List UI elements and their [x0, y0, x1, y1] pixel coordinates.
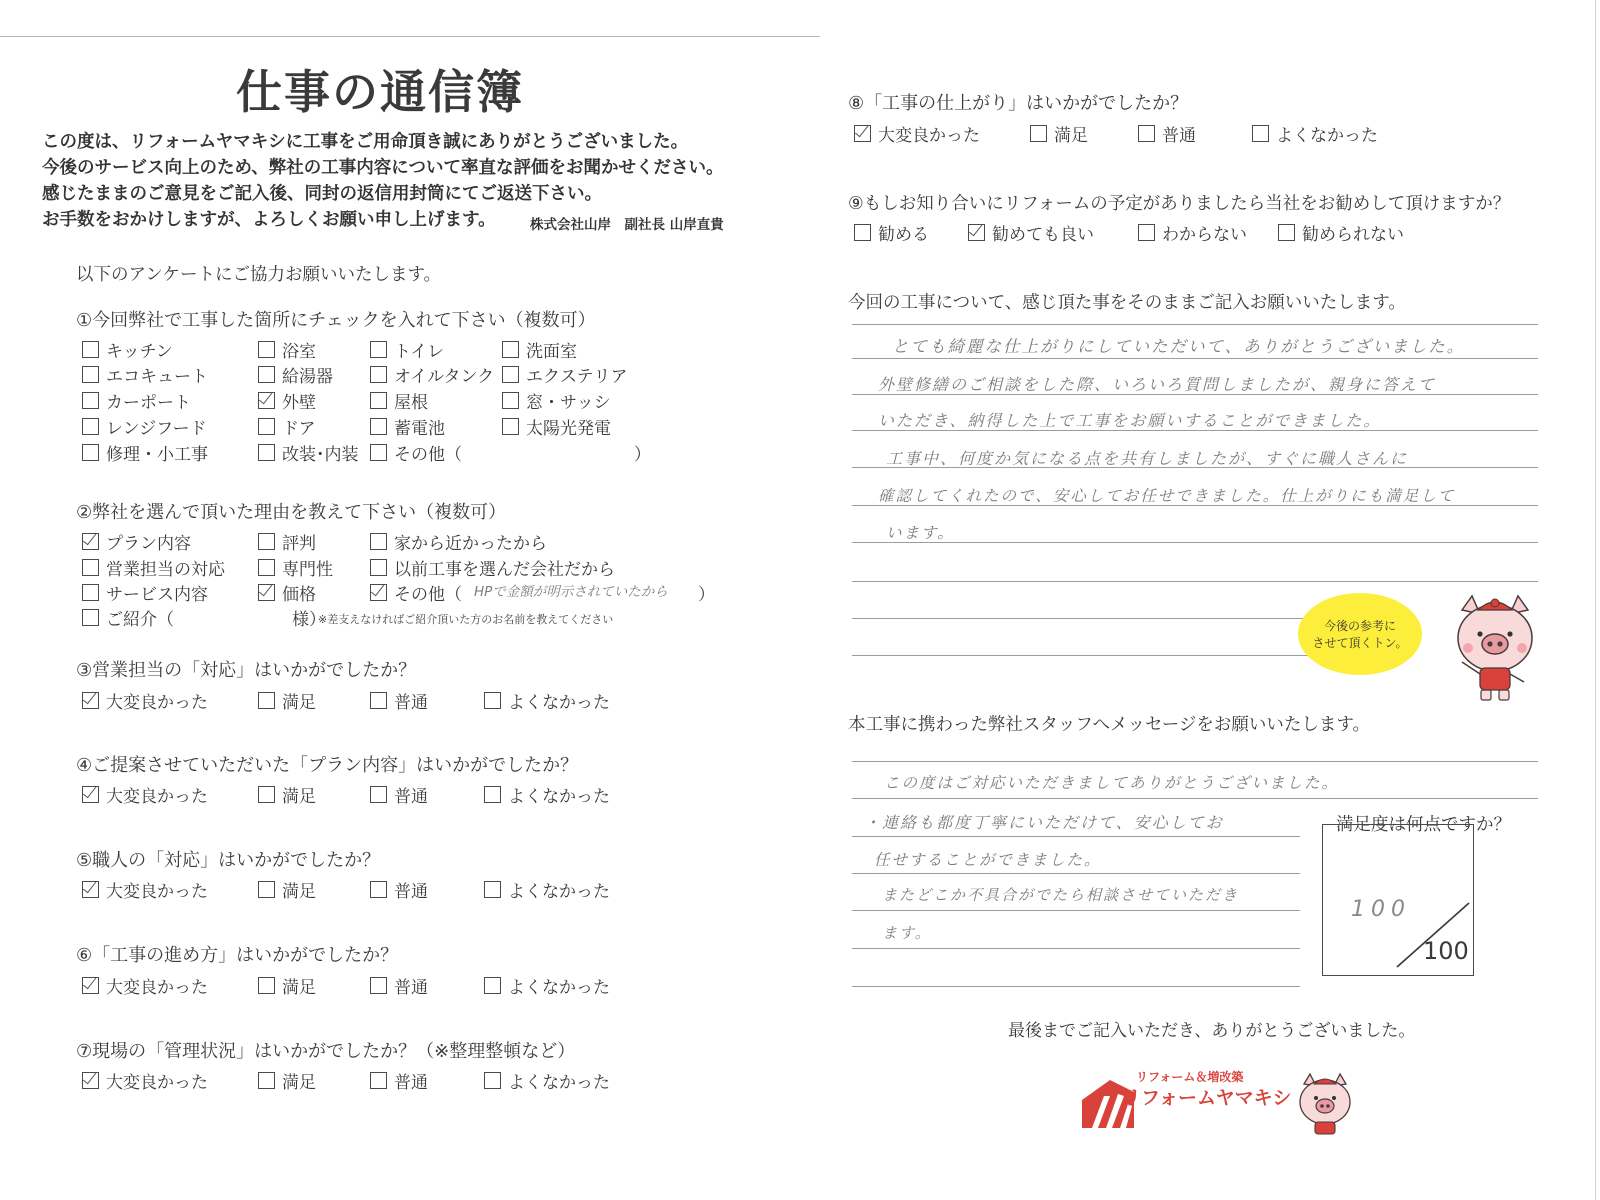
q7-option[interactable]: 満足 [258, 1068, 316, 1093]
q2-option-referral[interactable]: ご紹介（ [82, 605, 174, 630]
closing-message: 最後までご記入いただき、ありがとうございました。 [1008, 1021, 1416, 1041]
checkbox[interactable] [370, 881, 387, 898]
checkbox[interactable] [1278, 224, 1295, 241]
q5-option[interactable]: 満足 [258, 877, 316, 902]
checkbox-checked[interactable] [82, 786, 99, 803]
q2-option[interactable]: 営業担当の対応 [82, 555, 225, 580]
q1-option[interactable]: キッチン [82, 337, 173, 362]
checkbox[interactable] [258, 881, 275, 898]
q2-other-close: ） [698, 585, 715, 605]
q1-option[interactable]: カーポート [82, 388, 191, 413]
page-title: 仕事の通信簿 [236, 65, 524, 119]
q3-label: ③営業担当の「対応」はいかがでしたか？ [76, 660, 417, 681]
q6-option[interactable]: 大変良かった [82, 973, 208, 998]
q5-label: ⑤職人の「対応」はいかがでしたか？ [76, 850, 381, 871]
q5-option[interactable]: よくなかった [484, 877, 610, 902]
checkbox[interactable] [258, 977, 275, 994]
staff-message-label: 本工事に携わった弊社スタッフへメッセージをお願いいたします。 [848, 715, 1371, 735]
q1-option[interactable]: 洗面室 [502, 337, 577, 362]
impression-line: 確認してくれたので、安心してお任せできました。仕上がりにも満足して [878, 487, 1456, 505]
q1-option[interactable]: オイルタンク [370, 362, 494, 387]
checkbox[interactable] [82, 366, 99, 383]
q1-option[interactable]: 太陽光発電 [502, 414, 611, 439]
logo-tagline: リフォーム＆増改築 [1136, 1070, 1244, 1084]
checkbox-checked[interactable] [82, 977, 99, 994]
q1-other-close: ） [634, 445, 651, 465]
checkbox-checked[interactable] [370, 584, 387, 601]
q4-label: ④ご提案させていただいた「プラン内容」はいかがでしたか？ [76, 755, 579, 776]
q6-option[interactable]: 満足 [258, 973, 316, 998]
impressions-label: 今回の工事について、感じ頂た事をそのままご記入お願いいたします。 [848, 293, 1406, 313]
q2-option[interactable]: 以前工事を選んだ会社だから [370, 555, 615, 580]
checkbox[interactable] [502, 392, 519, 409]
q6-option[interactable]: 普通 [370, 973, 428, 998]
checkbox[interactable] [82, 341, 99, 358]
checkbox[interactable] [258, 692, 275, 709]
ruled-line [852, 836, 1300, 837]
satisfaction-score-max: 100 [1423, 937, 1469, 965]
satisfaction-label: 満足度は何点ですか？ [1336, 815, 1511, 835]
q8-option[interactable]: 普通 [1138, 121, 1196, 146]
q2-other-handwritten: HPで金額が明示されていたから [474, 584, 668, 600]
satisfaction-score-value: 100 [1351, 897, 1411, 922]
q2-option[interactable]: 評判 [258, 529, 316, 554]
checkbox[interactable] [82, 584, 99, 601]
q2-label: ②弊社を選んで頂いた理由を教えて下さい（複数可） [76, 502, 507, 523]
q6-option[interactable]: よくなかった [484, 973, 610, 998]
checkbox[interactable] [258, 418, 275, 435]
q7-label: ⑦現場の「管理状況」はいかがでしたか？（※整理整頓など） [76, 1041, 576, 1062]
q7-option[interactable]: よくなかった [484, 1068, 610, 1093]
checkbox[interactable] [484, 977, 501, 994]
ruled-line [852, 358, 1538, 359]
checkbox[interactable] [370, 366, 387, 383]
q9-option[interactable]: 勧められない [1278, 220, 1404, 245]
q1-option[interactable]: 外壁 [258, 388, 316, 413]
q2-referral-suffix: 様） [292, 610, 326, 630]
satisfaction-score-box[interactable] [1322, 824, 1474, 976]
q1-option[interactable]: 浴室 [258, 337, 316, 362]
q3-option[interactable]: よくなかった [484, 688, 610, 713]
checkbox[interactable] [502, 366, 519, 383]
checkbox[interactable] [258, 341, 275, 358]
q1-option[interactable]: エコキュート [82, 362, 208, 387]
checkbox[interactable] [370, 392, 387, 409]
checkbox[interactable] [82, 418, 99, 435]
ruled-line [852, 655, 1318, 656]
q2-option[interactable]: 家から近かったから [370, 529, 547, 554]
checkbox[interactable] [484, 692, 501, 709]
impression-line: 工事中、何度か気になる点を共有しましたが、すぐに職人さんに [886, 449, 1409, 468]
page-edge [1595, 0, 1596, 1200]
checkbox-checked[interactable] [82, 692, 99, 709]
q7-option[interactable]: 普通 [370, 1068, 428, 1093]
q4-option[interactable]: 普通 [370, 782, 428, 807]
checkbox-checked[interactable] [968, 224, 985, 241]
staff-message-line: この度はご対応いただきましてありがとうございました。 [884, 774, 1340, 792]
q9-option[interactable]: わからない [1138, 220, 1247, 245]
ruled-line [852, 761, 1538, 762]
q1-option[interactable]: エクステリア [502, 362, 628, 387]
q5-option[interactable]: 普通 [370, 877, 428, 902]
checkbox-checked[interactable] [82, 533, 99, 550]
checkbox[interactable] [370, 444, 387, 461]
q1-option[interactable]: 給湯器 [258, 362, 333, 387]
q3-option[interactable]: 普通 [370, 688, 428, 713]
q2-option[interactable]: 価格 [258, 580, 316, 605]
checkbox[interactable] [484, 1072, 501, 1089]
checkbox[interactable] [258, 533, 275, 550]
checkbox[interactable] [1252, 125, 1269, 142]
q8-option[interactable]: よくなかった [1252, 121, 1378, 146]
staff-message-line: またどこか不具合がでたら相談させていただき [882, 886, 1240, 904]
top-border [0, 36, 820, 37]
checkbox[interactable] [82, 559, 99, 576]
intro-line-3: 感じたままのご意見をご記入後、同封の返信用封筒にてご返送下さい。 [42, 184, 602, 204]
checkbox[interactable] [370, 977, 387, 994]
q3-option[interactable]: 大変良かった [82, 688, 208, 713]
q1-label: ①今回弊社で工事した箇所にチェックを入れて下さい（複数可） [76, 310, 596, 331]
q1-option-other[interactable]: その他（ [370, 440, 462, 465]
checkbox[interactable] [484, 881, 501, 898]
q1-option[interactable]: 窓・サッシ [502, 388, 611, 413]
checkbox[interactable] [258, 559, 275, 576]
impression-line: 外壁修繕のご相談をした際、いろいろ質問しましたが、親身に答えて [878, 375, 1437, 394]
q8-label: ⑧「工事の仕上がり」はいかがでしたか？ [848, 93, 1189, 114]
ruled-line [852, 798, 1538, 799]
checkbox-checked[interactable] [82, 1072, 99, 1089]
checkbox[interactable] [82, 609, 99, 626]
checkbox[interactable] [258, 366, 275, 383]
checkbox[interactable] [370, 341, 387, 358]
pig-logo-mascot-icon [1296, 1070, 1354, 1140]
mascot-speech-bubble: 今後の参考に させて頂くトン。 [1298, 593, 1422, 675]
ruled-line [852, 873, 1300, 874]
q1-option[interactable]: 修理・小工事 [82, 440, 208, 465]
q2-option[interactable]: サービス内容 [82, 580, 208, 605]
q3-option[interactable]: 満足 [258, 688, 316, 713]
checkbox[interactable] [370, 418, 387, 435]
q1-option[interactable]: トイレ [370, 337, 444, 362]
checkbox[interactable] [370, 692, 387, 709]
q1-option[interactable]: レンジフード [82, 414, 207, 439]
checkbox-checked[interactable] [258, 392, 275, 409]
checkbox-checked[interactable] [854, 125, 871, 142]
signature: 株式会社山岸 副社長 山岸直貴 [530, 217, 724, 233]
q2-option[interactable]: プラン内容 [82, 529, 191, 554]
checkbox[interactable] [82, 392, 99, 409]
checkbox[interactable] [502, 418, 519, 435]
q8-option[interactable]: 大変良かった [854, 121, 980, 146]
q2-option[interactable]: 専門性 [258, 555, 333, 580]
checkbox-checked[interactable] [82, 881, 99, 898]
q2-option-other[interactable]: その他（ [370, 580, 462, 605]
q4-option[interactable]: 満足 [258, 782, 316, 807]
checkbox[interactable] [370, 559, 387, 576]
q9-option[interactable]: 勧めても良い [968, 220, 1094, 245]
checkbox[interactable] [1138, 224, 1155, 241]
intro-line-1: この度は、リフォームヤマキシに工事をご用命頂き誠にありがとうございました。 [42, 132, 689, 152]
checkbox[interactable] [1030, 125, 1047, 142]
checkbox[interactable] [258, 444, 275, 461]
intro-line-4: お手数をおかけしますが、よろしくお願い申し上げます。 [42, 210, 496, 230]
checkbox[interactable] [82, 444, 99, 461]
q6-label: ⑥「工事の進め方」はいかがでしたか？ [76, 945, 399, 966]
staff-message-line: ます。 [882, 924, 932, 942]
checkbox[interactable] [258, 786, 275, 803]
q4-option[interactable]: 大変良かった [82, 782, 208, 807]
impression-line: います。 [886, 524, 955, 542]
pig-mascot-icon [1450, 592, 1540, 704]
checkbox[interactable] [854, 224, 871, 241]
checkbox-checked[interactable] [258, 584, 275, 601]
q9-option[interactable]: 勧める [854, 220, 929, 245]
q1-option[interactable]: ドア [258, 414, 316, 439]
checkbox[interactable] [1138, 125, 1155, 142]
staff-message-line: ・連絡も都度丁寧にいただけて、安心してお [864, 813, 1224, 832]
q2-referral-note: ※差支えなければご紹介頂いた方のお名前を教えてください [318, 613, 614, 626]
ruled-line [852, 542, 1538, 543]
intro-line-2: 今後のサービス向上のため、弊社の工事内容について率直な評価をお聞かせください。 [42, 158, 724, 178]
staff-message-line: 任せすることができました。 [874, 851, 1102, 869]
q1-option[interactable]: 屋根 [370, 388, 428, 413]
ruled-line [852, 910, 1300, 911]
ruled-line [852, 618, 1318, 619]
impression-line: いただき、納得した上で工事をお願いすることができました。 [878, 411, 1382, 430]
q7-option[interactable]: 大変良かった [82, 1068, 208, 1093]
q9-label: ⑨もしお知り合いにリフォームの予定がありましたら当社をお勧めして頂けますか？ [848, 194, 1511, 214]
q4-option[interactable]: よくなかった [484, 782, 610, 807]
checkbox[interactable] [370, 533, 387, 550]
q8-option[interactable]: 満足 [1030, 121, 1088, 146]
checkbox[interactable] [484, 786, 501, 803]
ruled-line [852, 948, 1300, 949]
q1-option[interactable]: 蓄電池 [370, 414, 445, 439]
checkbox[interactable] [258, 1072, 275, 1089]
impression-line: とても綺麗な仕上がりにしていただいて、ありがとうございました。 [892, 337, 1466, 356]
logo-name: リフォームヤマキシ [1122, 1087, 1292, 1109]
survey-intro: 以下のアンケートにご協力お願いいたします。 [76, 265, 442, 285]
checkbox[interactable] [370, 786, 387, 803]
ruled-line [852, 581, 1538, 582]
ruled-line [852, 986, 1300, 987]
ruled-line [852, 324, 1538, 325]
checkbox[interactable] [370, 1072, 387, 1089]
q1-option[interactable]: 改装･内装 [258, 440, 359, 465]
q5-option[interactable]: 大変良かった [82, 877, 208, 902]
checkbox[interactable] [502, 341, 519, 358]
